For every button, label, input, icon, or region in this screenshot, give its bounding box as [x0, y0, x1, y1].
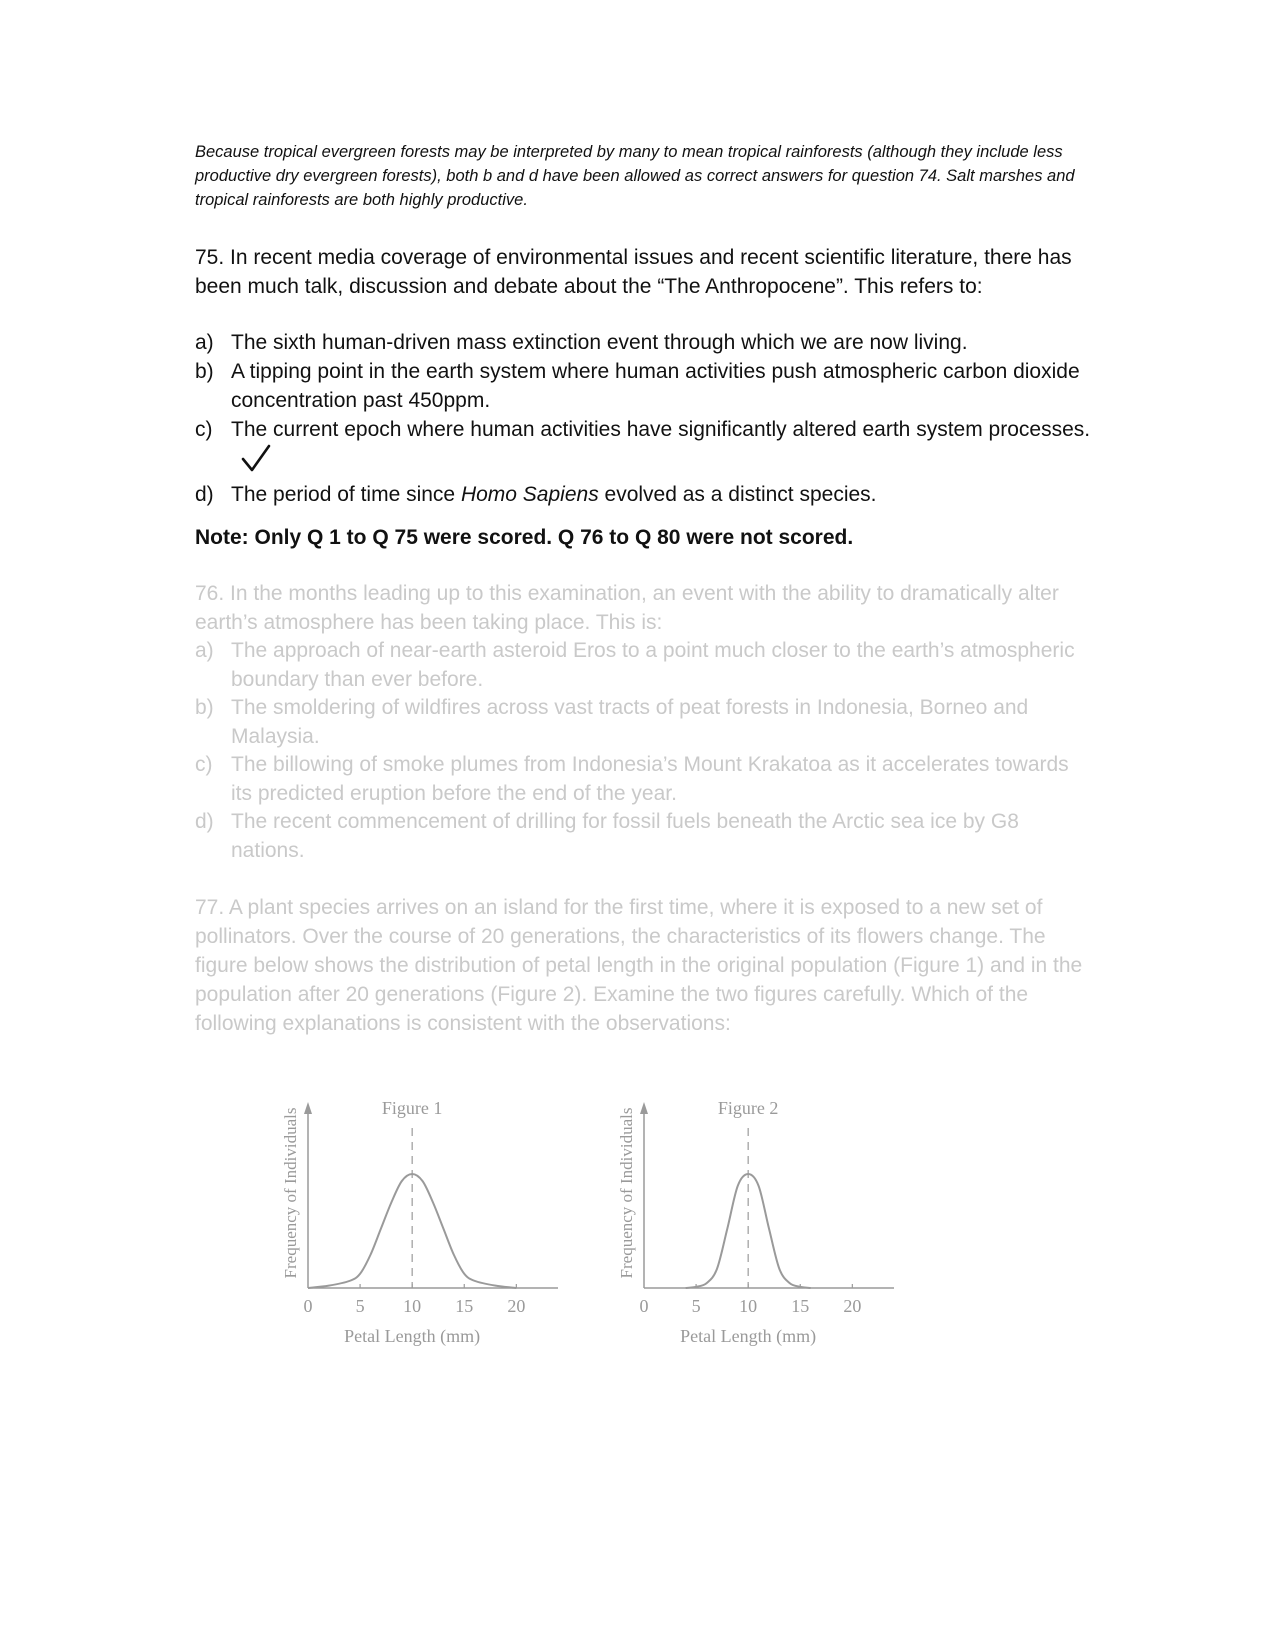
question-75-options [195, 328, 1095, 509]
y-axis-arrow [304, 1102, 312, 1114]
x-tick-label: 15 [791, 1296, 810, 1316]
x-tick-label: 0 [639, 1296, 649, 1316]
option-label: a) [195, 331, 214, 354]
option-text: The smoldering of wildfires across vast tracts of peat forests in Indonesia, Borneo and Malaysia. [231, 696, 1029, 748]
figure-1-chart [280, 1100, 600, 1400]
option-text: A tipping point in the earth system where human activities push atmospheric carbon dioxide concentration past 450ppm. [231, 360, 1080, 412]
figure-1 [280, 1100, 600, 1405]
y-axis-label: Frequency of Individuals [617, 1107, 636, 1279]
answer-note: Because tropical evergreen forests may be interpreted by many to mean tropical rainforests (although they include less productive dry evergreen forests), both b and d have been allowed as correct answers for question 74. Salt marshes and tropical rainforests are both highly productive. [195, 143, 1075, 209]
figure-2 [616, 1100, 936, 1405]
x-tick-label: 10 [403, 1296, 422, 1316]
x-tick-label: 20 [843, 1296, 862, 1316]
chart-title: Figure 1 [381, 1100, 443, 1118]
x-axis-label: Petal Length (mm) [680, 1326, 817, 1346]
option-label: c) [195, 418, 213, 441]
option-76-b [195, 694, 1095, 751]
option-text: The approach of near-earth asteroid Eros to a point much closer to the earth’s atmospheric boundary than ever before. [231, 639, 1075, 691]
x-tick-label: 10 [739, 1296, 758, 1316]
scoring-note: Note: Only Q 1 to Q 75 were scored. Q 76 to Q 80 were not scored. [195, 526, 854, 549]
option-76-c [195, 751, 1095, 808]
option-text: The billowing of smoke plumes from Indonesia’s Mount Krakatoa as it accelerates towards its predicted eruption before the end of the year. [231, 753, 1069, 805]
option-label: b) [195, 696, 214, 719]
figure-2-chart [616, 1100, 936, 1400]
option-text: The recent commencement of drilling for fossil fuels beneath the Arctic sea ice by G8 nations. [231, 810, 1019, 862]
question-76-options [195, 637, 1095, 865]
option-text-after: evolved as a distinct species. [598, 483, 877, 506]
option-text-before: The period of time since [231, 483, 461, 506]
option-text: The current epoch where human activities have significantly altered earth system processes. [231, 418, 1091, 441]
x-tick-label: 5 [691, 1296, 701, 1316]
option-text: The sixth human-driven mass extinction event through which we are now living. [231, 331, 968, 354]
option-label: b) [195, 360, 214, 383]
x-tick-label: 15 [455, 1296, 474, 1316]
option-76-d [195, 808, 1095, 865]
species-name: Homo Sapiens [460, 483, 599, 506]
option-label: d) [195, 483, 214, 506]
option-75-d [195, 480, 1095, 509]
question-76-stem: 76. In the months leading up to this examination, an event with the ability to dramatically alter earth’s atmosphere has been taking place. This is: [195, 582, 1059, 634]
checkmark-icon [241, 444, 271, 480]
chart-title: Figure 2 [717, 1100, 779, 1118]
x-tick-label: 0 [303, 1296, 313, 1316]
option-75-b [195, 357, 1095, 415]
option-76-a [195, 637, 1095, 694]
question-75-stem: 75. In recent media coverage of environmental issues and recent scientific literature, there has been much talk, discussion and debate about the “The Anthropocene”. This refers to: [195, 246, 1072, 298]
option-label: c) [195, 753, 213, 776]
option-label: a) [195, 639, 214, 662]
y-axis-label: Frequency of Individuals [281, 1107, 300, 1279]
x-tick-label: 20 [507, 1296, 526, 1316]
x-axis-label: Petal Length (mm) [344, 1326, 481, 1346]
x-tick-label: 5 [355, 1296, 365, 1316]
y-axis-arrow [640, 1102, 648, 1114]
option-75-a [195, 328, 1095, 357]
option-75-c [195, 415, 1095, 480]
option-label: d) [195, 810, 214, 833]
question-77-stem: 77. A plant species arrives on an island for the first time, where it is exposed to a new set of pollinators. Over the course of 20 generations, the characteristics of its flowers change. The figure below shows the distribution of petal length in the original population (Figure 1) and in the population after 20 generations (Figure 2). Examine the two figures carefully. Which of the following explanations is consistent with the observations: [195, 896, 1083, 1035]
